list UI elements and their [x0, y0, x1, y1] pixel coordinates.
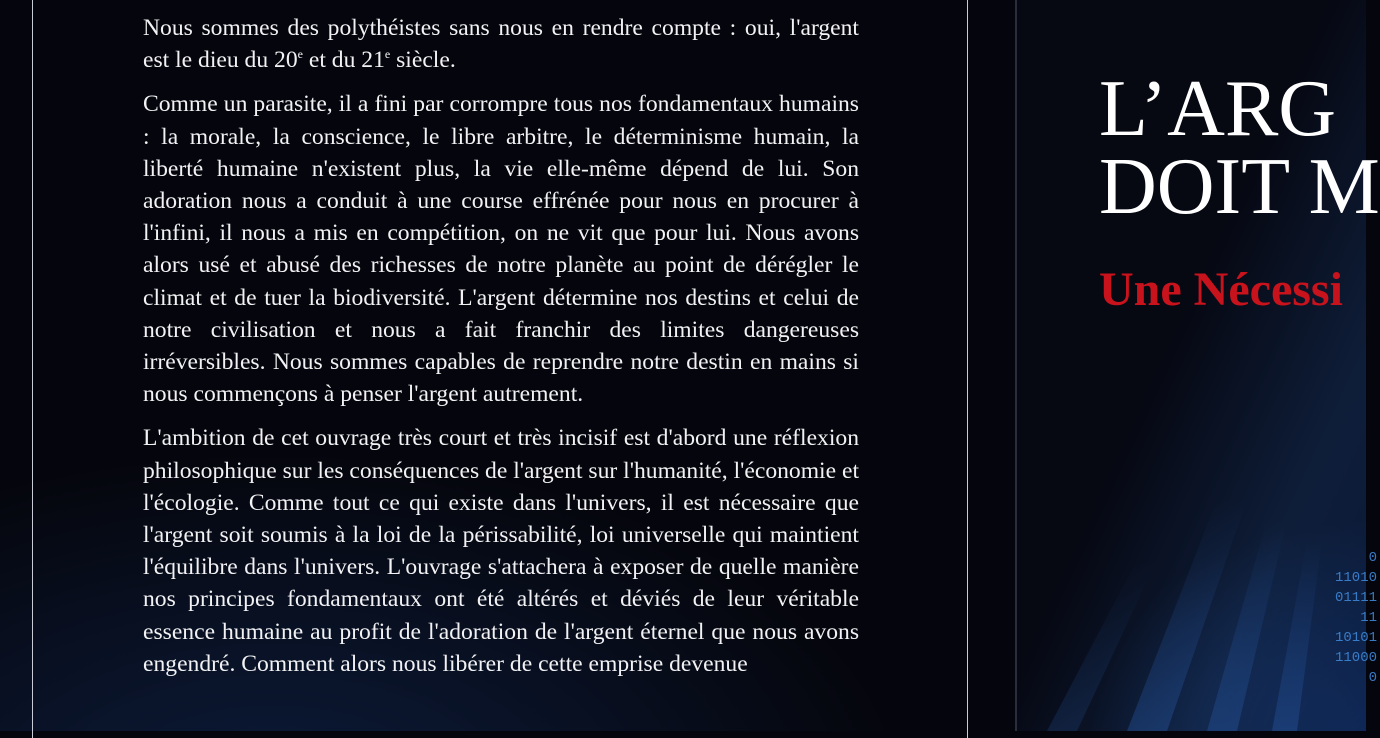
- cover-title-line-2: DOIT M: [1099, 143, 1380, 231]
- binary-line: 10101: [1334, 630, 1377, 646]
- binary-line: 0: [1368, 550, 1377, 566]
- back-cover-panel: [32, 0, 968, 738]
- blurb-paragraph-2: Comme un parasite, il a fini par corrompre tous nos fondamentaux humains : la morale, la conscience, le libre arbitre, le déterminisme humain, la liberté humaine n'existent plus, la vie elle-même dépend de lui. Son adoration nous a conduit à une course effrénée pour nous en procurer à l'infini, il nous a mis en compétition, on ne vit que pour lui. Nous avons alors usé et abusé des richesses de notre planète au point de dérégler le climat et de tuer la biodiversité. L'argent détermine nos destins et celui de notre civilisation et nous a fait franchir des limites dangereuses irréversibles. Nous sommes capables de reprendre notre destin en mains si nous commençons à penser l'argent autrement.: [143, 91, 859, 408]
- blurb-text: Nous sommes des polythéistes sans nous en rendre compte : oui, l'argent est le dieu du 20: [143, 15, 859, 74]
- blurb-text: et du 21: [302, 47, 385, 74]
- blurb-text: siècle.: [390, 47, 456, 74]
- front-cover-panel: [1017, 0, 1380, 731]
- binary-line: 11010: [1334, 570, 1377, 586]
- superscript: e: [297, 47, 303, 62]
- blurb-paragraph-1: [143, 12, 859, 76]
- binary-line: 0: [1368, 670, 1377, 686]
- binary-line: 01111: [1334, 590, 1377, 606]
- binary-line: 11000: [1334, 650, 1377, 666]
- binary-line: 11: [1360, 610, 1377, 626]
- cover-title: [1099, 65, 1380, 231]
- cover-subtitle: Une Nécessi: [1099, 263, 1343, 316]
- back-cover-blurb: [143, 12, 859, 692]
- cover-title-line-1: L’ARG: [1099, 65, 1337, 153]
- binary-code-decoration: [1317, 548, 1377, 688]
- blurb-paragraph-3: L'ambition de cet ouvrage très court et très incisif est d'abord une réflexion philosophique sur les conséquences de l'argent sur l'humanité, l'économie et l'écologie. Comme tout ce qui existe dans l'univers, il est nécessaire que l'argent soit soumis à la loi de la périssabilité, loi universelle qui maintient l'équilibre dans l'univers. L'ouvrage s'attachera à exposer de quelle manière nos principes fondamentaux ont été altérés et déviés de leur véritable essence humaine au profit de l'adoration de l'argent éternel que nous avons engendré. Comment alors nous libérer de cette emprise devenue: [143, 425, 860, 677]
- superscript: e: [384, 47, 391, 62]
